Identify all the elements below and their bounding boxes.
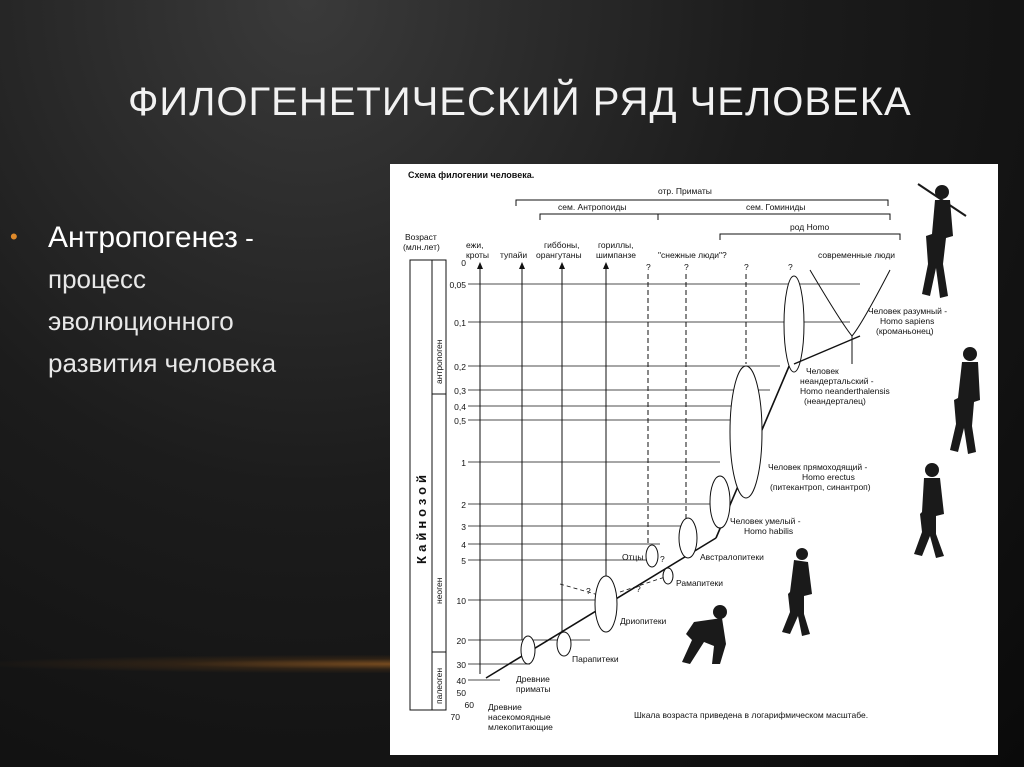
bullet-dash: - — [237, 223, 254, 253]
taxon-neanderthal: Человек — [806, 366, 839, 376]
column-header-snowmen: "снежные люди"? — [658, 250, 727, 260]
question-mark: ? — [744, 262, 749, 272]
taxon-parapithecines: Парапитеки — [572, 654, 619, 664]
bracket-label-order: отр. Приматы — [658, 186, 712, 196]
question-mark: ? — [586, 586, 591, 596]
bullet-definition-line: развития человека — [48, 348, 277, 378]
taxon-fathers: Отцы — [622, 552, 644, 562]
column-header-hedgehogs: ежи, — [466, 240, 484, 250]
age-tick: 0 — [461, 258, 466, 268]
column-header-gibbons: орангутаны — [536, 250, 582, 260]
column-header-modern-humans: современные люди — [818, 250, 896, 260]
age-tick: 4 — [461, 540, 466, 550]
taxon-dryopithecines: Дриопитеки — [620, 616, 667, 626]
taxon-insectivores: Древние — [488, 702, 522, 712]
age-header-line: (млн.лет) — [403, 242, 440, 252]
taxon-sapiens: Homo sapiens — [880, 316, 935, 326]
age-axis — [449, 258, 474, 722]
erectus-figure — [914, 463, 944, 558]
orange-glow-decoration — [0, 655, 400, 673]
bracket-label-anthropoids: сем. Антропоиды — [558, 202, 627, 212]
taxon-ramapithecines: Рамапитеки — [676, 578, 724, 588]
age-tick: 40 — [456, 676, 466, 686]
scale-note: Шкала возраста приведена в логарифмическом масштабе. — [634, 710, 869, 720]
age-tick: 10 — [456, 596, 466, 606]
taxon-sapiens: Человек разумный - — [868, 306, 948, 316]
figure-heading: Схема филогении человека. — [408, 170, 535, 180]
age-tick: 2 — [461, 500, 466, 510]
bullet-item — [10, 218, 380, 384]
taxon-erectus: Homo erectus — [802, 472, 855, 482]
taxon-sapiens: (кроманьонец) — [876, 326, 934, 336]
age-tick: 1 — [461, 458, 466, 468]
age-tick: 0,05 — [449, 280, 466, 290]
age-tick: 0,1 — [454, 318, 466, 328]
dryopithecus-figure — [682, 605, 727, 664]
bracket-label-genus: род Homo — [790, 222, 830, 232]
bullet-term-line — [48, 218, 380, 258]
taxon-habilis: Человек умелый - — [730, 516, 801, 526]
taxon-neanderthal: Homo neanderthalensis — [800, 386, 890, 396]
age-tick: 0,2 — [454, 362, 466, 372]
age-tick: 5 — [461, 556, 466, 566]
phylogeny-figure — [390, 164, 998, 755]
age-tick: 60 — [464, 700, 474, 710]
modern-human-figure — [918, 184, 966, 298]
australopithecus-figure — [782, 548, 812, 636]
question-mark: ? — [684, 262, 689, 272]
taxon-insectivores: млекопитающие — [488, 722, 553, 732]
question-mark: ? — [636, 584, 641, 594]
age-tick: 0,4 — [454, 402, 466, 412]
taxon-ancient-primates: приматы — [516, 684, 551, 694]
taxon-insectivores: насекомоядные — [488, 712, 551, 722]
period-label-anthropogene: антропоген — [434, 339, 444, 384]
age-tick: 30 — [456, 660, 466, 670]
taxon-habilis: Homo habilis — [744, 526, 794, 536]
bullet-term: Антропогенез — [48, 221, 238, 254]
question-mark: ? — [788, 262, 793, 272]
taxon-erectus: (питекантроп, синантроп) — [770, 482, 871, 492]
age-tick: 20 — [456, 636, 466, 646]
age-header-line: Возраст — [405, 232, 437, 242]
slide-title: ФИЛОГЕНЕТИЧЕСКИЙ РЯД ЧЕЛОВЕКА — [128, 80, 912, 124]
bullet-definition-line: эволюционного — [48, 306, 234, 336]
age-tick: 0,5 — [454, 416, 466, 426]
taxon-erectus: Человек прямоходящий - — [768, 462, 868, 472]
age-tick: 50 — [456, 688, 466, 698]
taxon-neanderthal: неандертальский - — [800, 376, 874, 386]
taxon-australopithecines: Австралопитеки — [700, 552, 764, 562]
bullet-dot-icon: • — [10, 224, 18, 249]
bullet-definition-line: процесс — [48, 264, 147, 294]
era-label: Кайнозой — [414, 470, 429, 564]
neanderthal-figure — [950, 347, 980, 454]
age-tick: 0,3 — [454, 386, 466, 396]
taxon-neanderthal: (неандерталец) — [804, 396, 866, 406]
column-header-tupaia: тупайи — [500, 250, 528, 260]
taxon-lenses — [521, 276, 804, 664]
question-mark: ? — [660, 554, 665, 564]
question-mark: ? — [646, 262, 651, 272]
column-header-gibbons: гиббоны, — [544, 240, 580, 250]
column-header-gorillas: гориллы, — [598, 240, 634, 250]
column-header-gorillas: шимпанзе — [596, 250, 636, 260]
age-tick: 3 — [461, 522, 466, 532]
age-tick: 70 — [450, 712, 460, 722]
arrowheads — [477, 262, 609, 269]
column-header-hedgehogs: кроты — [466, 250, 489, 260]
taxon-ancient-primates: Древние — [516, 674, 550, 684]
period-label-paleogene: палеоген — [434, 667, 444, 704]
phylogeny-diagram — [390, 164, 998, 755]
bracket-label-hominids: сем. Гоминиды — [746, 202, 806, 212]
period-label-neogene: неоген — [434, 577, 444, 604]
